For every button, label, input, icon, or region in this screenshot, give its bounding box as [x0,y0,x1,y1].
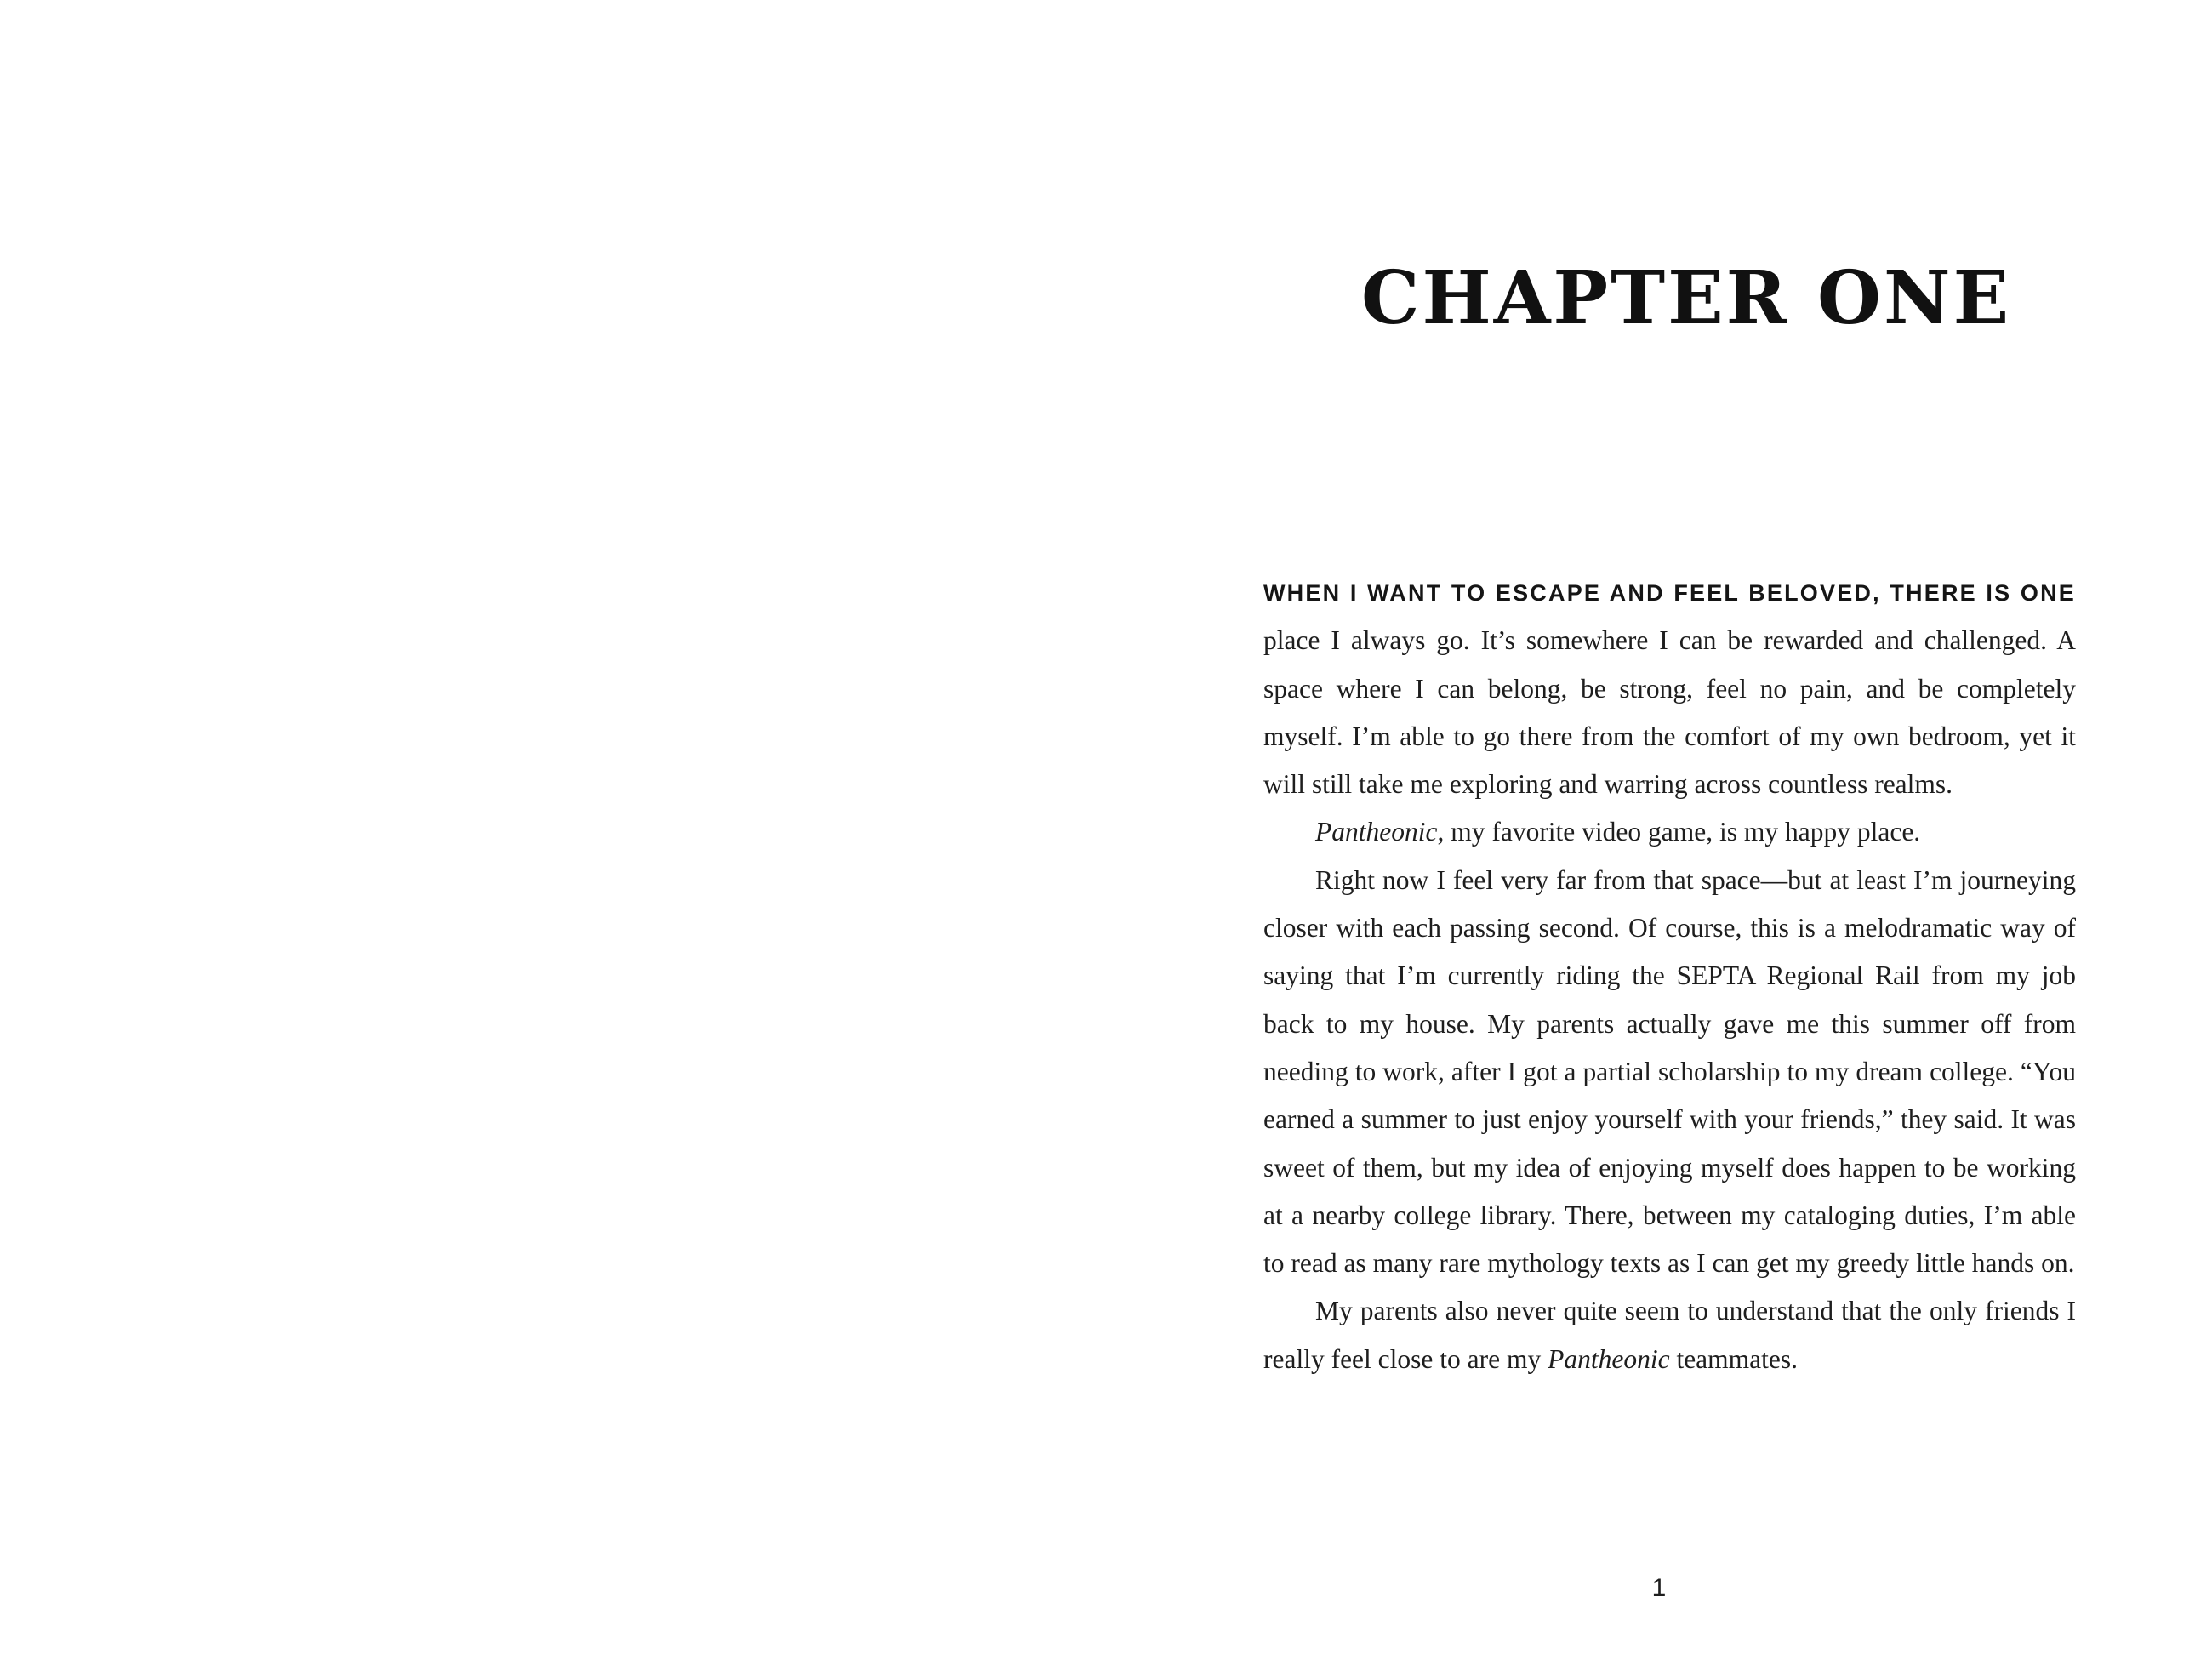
paragraph-3-text: Right now I feel very far from that space—but at least I’m journeying closer with each passing second. Of course, this is a melodramatic way of saying that I’m currently riding the SEPTA Regional Rail from my job back to my house. My parents actually gave me this summer off from needing to work, after I got a partial scholarship to my dream college. “You earned a summer to just enjoy yourself with your friends,” they said. It was sweet of them, but my idea of enjoying myself does happen to be working at a nearby college library. There, between my cataloging duties, I’m able to read as many rare mythology texts as I can get my greedy little hands on. [1263,864,2076,1279]
paragraph-4 [1263,1287,2076,1383]
paragraph-2 [1263,808,2076,856]
chapter-title: CHAPTER ONE [1361,255,2012,341]
paragraph-3 [1263,857,2076,1288]
chapter-body [1263,568,2076,1383]
page-number: 1 [1651,1574,1667,1602]
paragraph-2-text: , my favorite video game, is my happy place. [1437,817,1921,847]
paragraph-1-text: place I always go. It’s somewhere I can be rewarded and challenged. A space where I can belong, be strong, feel no pain, and be completely myself. I’m able to go there from the comfort of my own bedroom, yet it will still take me exploring and warring across countless realms. [1263,625,2076,800]
paragraph-4-text-after: teammates. [1669,1343,1799,1374]
right-page [1106,0,2212,1659]
paragraph-1 [1263,568,2076,808]
paragraph-4-text-before: My parents also never quite seem to understand that the only friends I really feel close to are my [1263,1296,2076,1374]
game-title-italic: Pantheonic [1548,1343,1670,1374]
lead-in-caps: WHEN I WANT TO ESCAPE AND FEEL BELOVED, THERE IS ONE [1263,580,2076,606]
game-title-italic: Pantheonic [1315,817,1438,847]
